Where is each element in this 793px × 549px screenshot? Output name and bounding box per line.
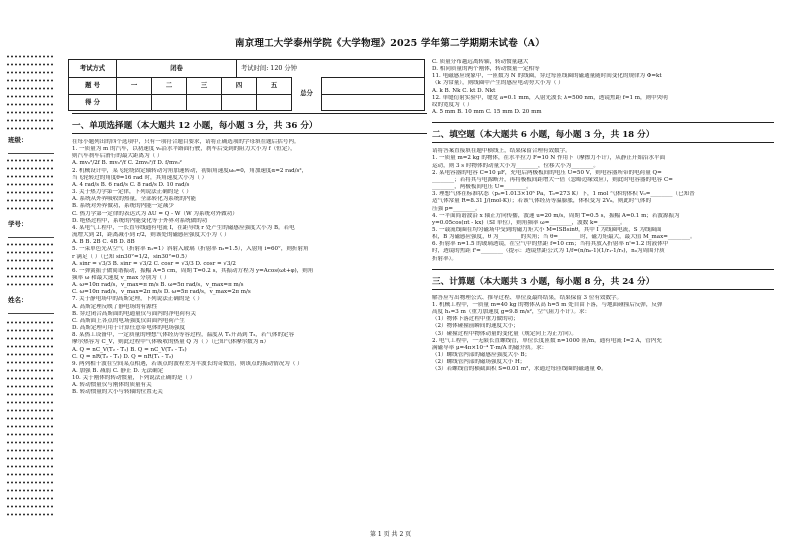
section-divider bbox=[432, 142, 774, 145]
text-line: A. k B. Nk C. kt D. Nkt bbox=[432, 87, 496, 94]
text-line: y=0.05cos(πt - kx)（SI 单位），则角频率 ω=________，波数 k=________。 bbox=[432, 219, 626, 226]
col-3: 三 bbox=[187, 77, 222, 94]
dot-row bbox=[6, 321, 54, 324]
dot-row bbox=[6, 377, 54, 380]
dot-row bbox=[6, 111, 54, 114]
name-label: 姓名： bbox=[8, 296, 28, 304]
text-line: 满磁导率 μ=4π×10⁻⁴ T·m/A 的磁介质。求： bbox=[432, 344, 548, 351]
section-divider bbox=[72, 113, 427, 116]
class-line bbox=[8, 153, 54, 154]
text-line: 5. 一束单色光从空气（折射率 n₁=1）斜射入玻璃（折射率 n₂=1.5），入射角 i=60°，则折射角 bbox=[72, 246, 309, 253]
dot-row bbox=[6, 199, 54, 202]
dot-row bbox=[6, 283, 54, 286]
text-line: A. ω=10π rad/s，v_max=π m/s B. ω=5π rad/s，v_max=π m/s bbox=[72, 282, 244, 289]
dot-row bbox=[6, 481, 54, 484]
score-cell[interactable] bbox=[152, 94, 187, 111]
question-number-row bbox=[69, 77, 424, 95]
total-label: 总分 bbox=[292, 77, 322, 111]
right-column bbox=[432, 59, 774, 373]
student-id-label: 学号： bbox=[8, 220, 28, 228]
text-line: 在每小题列出的四个选项中，只有一项符合题目要求，请将正确选项的字母填在题后括号内。 bbox=[72, 139, 300, 145]
text-line: A. 4 rad/s B. 6 rad/s C. 8 rad/s D. 10 rad/s bbox=[72, 181, 190, 188]
text-line: 运动，则 3 s 时物体的动量大小为________，位移大小为________。 bbox=[432, 162, 599, 169]
dot-row bbox=[6, 473, 54, 476]
text-line: C. 热力学第一定律的表达式为 ΔU = Q - W（W 为系统对外做功） bbox=[72, 210, 238, 217]
section-2-body bbox=[432, 148, 774, 263]
text-line: 1. 一质量 m=2 kg 的物体，在水平拉力 F=10 N 作用下（摩擦力不计），从静止开始沿水平面 bbox=[432, 155, 666, 162]
score-cell[interactable] bbox=[222, 94, 257, 111]
text-line: 3. 理想气体在标准状态（p₀=1.013×10⁵ Pa，T₀=273 K）下，1 mol 气体的体积 V₀=________（已知普 bbox=[432, 191, 695, 198]
text-line: 11. 电磁感应现象中，一匝数为 N 的线圈，穿过每匝线圈的磁通量随时间变化的规律为 Φ=kt bbox=[432, 73, 662, 80]
dot-row bbox=[6, 63, 54, 66]
text-line: 10. 关于刚体的转动惯量，下列说法正确的是（ ） bbox=[72, 375, 196, 382]
exam-mode-label: 考试方式 bbox=[69, 60, 117, 77]
text-line: A. 5 mm B. 10 mm C. 15 mm D. 20 mm bbox=[432, 109, 542, 116]
dot-row bbox=[6, 505, 54, 508]
dot-row bbox=[6, 369, 54, 372]
text-line: B. 系统对外界做功，系统的内能一定减少 bbox=[72, 203, 174, 210]
text-line: 2. 机械设计中，某飞轮绕固定轴转动匀角加速转动，初始角速度ω₀=0，角加速度α=2 rad/s²， bbox=[72, 167, 308, 174]
dot-row bbox=[6, 127, 54, 130]
text-line: 2. 电气工程中，一无限长直螺线管，单位长度匝数 n=1000 匝/m，通有电流 I=2 A，管内充 bbox=[432, 337, 662, 344]
text-line: 流增大到 2I，距离减小到 r/2，则该处的磁感应强度大小为（ ） bbox=[72, 232, 230, 239]
text-line: （1）螺线管内部的磁感应强度大小 B； bbox=[432, 352, 531, 358]
section-2-title: 二、填空题（本大题共 6 小题，每小题 3 分，共 18 分） bbox=[432, 130, 655, 141]
text-line: 摩尔热容为 C_V，则此过程中气体吸收的热量 Q 为（ ）（已知气体摩尔数为 n） bbox=[72, 339, 270, 346]
dot-row bbox=[6, 159, 54, 162]
text-line: C. 高斯面上各点的电场强度仅由面内电荷产生 bbox=[72, 317, 185, 324]
section-divider bbox=[432, 122, 774, 125]
text-line: A. Q = nC_V(T₂ - T₁) B. Q = nC_V(T₁ - T₂) bbox=[72, 346, 187, 353]
section-divider bbox=[432, 289, 774, 292]
dot-row bbox=[6, 441, 54, 444]
exam-time: 考试时间: 120 分钟 bbox=[241, 65, 297, 72]
dot-row bbox=[6, 167, 54, 170]
right-top-body bbox=[432, 59, 774, 116]
text-line: r 满足（ ）（已知 sin30°=1/2，sin30°=0.5） bbox=[72, 253, 191, 260]
text-line: （3）碰撞过程中物体动量的变化量（规定向上为正方向）。 bbox=[432, 330, 577, 337]
col-5: 五 bbox=[257, 77, 292, 94]
section-divider bbox=[432, 269, 774, 272]
text-line: A. 转动惯量仅与刚体的质量有关 bbox=[72, 382, 152, 389]
text-line: 5. 一载流线圈在均匀磁场中受到的磁力矩大小 M=ISBsinθ，其中 I 为线圈电流，S 为线圈面 bbox=[432, 226, 662, 233]
text-line: 6. 一弹簧振子做简谐振动，振幅 A=5 cm，周期 T=0.2 s，其振动方程为 y=Acos(ωt+φ)，则角 bbox=[72, 267, 314, 274]
text-line: 积，B 为磁感应强度，θ 为________的夹角；当 θ=________时，磁力矩最大，最大值 M_max=________。 bbox=[432, 234, 696, 241]
text-line: 2. 某电容器的电容 C=10 μF，充电后两极板间的电压 U=50 V，则电容器所带的电荷量 Q= bbox=[432, 169, 662, 176]
dot-row bbox=[6, 345, 54, 348]
text-line: 高度 h₁=3 m（重力加速度 g=9.8 m/s²，空气阻力不计）。求： bbox=[432, 309, 591, 316]
text-line: 时，透镜的焦距 f'=________（提示：透镜焦距公式为 1/f=(n/n₀-1)(1/r₁-1/r₂)，n₀为周围介质 bbox=[432, 248, 665, 255]
text-line: A. sinr = √3/3 B. sinr = √3/2 C. cosr = √3/3 D. cosr = √3/2 bbox=[72, 260, 236, 267]
text-line: 1. 一质量为 m 的汽车，以初速度 v₀沿水平路面行驶，刹车后受到的阻力大小为 f（恒定）， bbox=[72, 146, 296, 153]
exam-mode-value: 闭卷 bbox=[117, 60, 237, 77]
dot-row bbox=[6, 259, 54, 262]
dot-row bbox=[6, 79, 54, 82]
text-line: 解答应写出物理公式、推导过程、单位及最终结果，结果保留 3 位有效数字。 bbox=[432, 294, 623, 301]
text-line: （k 为常量），则线圈中产生的感应电动势大小为（ ） bbox=[432, 80, 564, 87]
text-line: D. 绝热过程中，系统的内能变化等于外界对系统做的功 bbox=[72, 217, 208, 224]
dot-row bbox=[6, 385, 54, 388]
text-line: 7. 关于静电场中的高斯定理，下列说法正确的是（ ） bbox=[72, 296, 203, 303]
text-line: 8. 某热工设备中，一定质量的理想气体经历等容过程，温度从 T₁升高到 T₂，若气体的定容 bbox=[72, 332, 295, 339]
text-line: C. ω=10π rad/s，v_max=2π m/s D. ω=5π rad/s，v_max=2π m/s bbox=[72, 289, 251, 296]
dot-row bbox=[6, 71, 54, 74]
text-line: 9. 两列相干波在空间某点相遇，若该点的波程差为半波长的奇数倍，则该点的振动情况为（ ） bbox=[72, 360, 303, 367]
dot-row bbox=[6, 87, 54, 90]
dot-row bbox=[6, 513, 54, 516]
dot-row bbox=[6, 251, 54, 254]
text-line: （2）物体碰撞前瞬间的速度大小； bbox=[432, 323, 519, 330]
exam-title: 南京理工大学泰州学院《大学物理》2025 学年第二学期期末试卷（A） bbox=[235, 38, 545, 49]
score-cell[interactable] bbox=[257, 94, 292, 111]
text-line: （3）若螺线管的横截面积 S=0.01 m²，求通过每匝线圈的磁通量 Φ。 bbox=[432, 366, 607, 373]
dot-row bbox=[6, 119, 54, 122]
text-line: 4. 一平面简谐波沿 x 轴正方向传播，波速 u=20 m/s，周期 T=0.5 s，振幅 A=0.1 m；若波源振为 bbox=[432, 212, 680, 219]
dot-row bbox=[6, 465, 54, 468]
text-line: C. Q = nR(T₂ - T₁) D. Q = nR(T₁ - T₂) bbox=[72, 353, 174, 360]
section-divider bbox=[72, 133, 427, 136]
dot-row bbox=[6, 103, 54, 106]
score-cell[interactable] bbox=[187, 94, 222, 111]
text-line: ________，两极板间电压 U=________。 bbox=[432, 184, 532, 191]
student-id-line bbox=[8, 237, 54, 238]
col-2: 二 bbox=[152, 77, 187, 94]
text-line: B. 穿过闭合高斯面的电通量仅与面内的净电荷有关 bbox=[72, 310, 197, 317]
dot-row bbox=[6, 175, 54, 178]
page-footer: 第 1 页 共 2 页 bbox=[370, 531, 412, 538]
score-table bbox=[68, 59, 425, 111]
text-line: 频率 ω 和最大速度 v_max 分别为（ ） bbox=[72, 274, 170, 281]
section-3-title: 三、计算题（本大题共 3 小题，每小题 8 分，共 24 分） bbox=[432, 276, 655, 287]
text-line: ________；若将其与电源断开，再将极板间距增大一倍（忽略边缘效应），则此时电容器的电容 C= bbox=[432, 176, 673, 183]
dot-row bbox=[6, 275, 54, 278]
dot-row bbox=[6, 243, 54, 246]
dot-row bbox=[6, 489, 54, 492]
text-line: 纹的宽度为（ ） bbox=[432, 101, 473, 108]
score-cell[interactable] bbox=[117, 94, 152, 111]
text-line: A. B B. 2B C. 4B D. 8B bbox=[72, 239, 135, 246]
dot-row bbox=[6, 183, 54, 186]
text-line: A. mv₀²/2f B. mv₀²/f C. 2mv₀²/f D. f/mv₀² bbox=[72, 160, 182, 167]
text-line: 4. 某电气工程中，一长直导线通有电流 I，在距导线 r 处产生的磁感应强度大小为 B。若电 bbox=[72, 224, 295, 231]
dot-row bbox=[6, 433, 54, 436]
name-line bbox=[8, 313, 54, 314]
dot-row bbox=[6, 425, 54, 428]
text-line: 则汽车刹车后滑行的最大距离为（ ） bbox=[72, 153, 163, 160]
text-line: 1. 机械工程中，一质量 m=40 kg 的物体从高 h=5 m 处自由下落，与地面碰撞后反弹，反弹 bbox=[432, 301, 663, 308]
dot-row bbox=[6, 449, 54, 452]
class-label: 班级： bbox=[8, 136, 28, 144]
score-label: 得 分 bbox=[69, 94, 117, 111]
col-4: 四 bbox=[222, 77, 257, 94]
question-label: 题 号 bbox=[69, 77, 117, 94]
dot-row bbox=[6, 95, 54, 98]
text-line: 12. 单缝衍射实验中，缝宽 a=0.1 mm，入射光波长 λ=500 nm，透镜焦距 f=1 m，则中央明 bbox=[432, 94, 668, 101]
dot-row bbox=[6, 417, 54, 420]
col-1: 一 bbox=[117, 77, 152, 94]
dot-row bbox=[6, 55, 54, 58]
dot-row bbox=[6, 329, 54, 332]
binding-margin bbox=[6, 55, 56, 517]
text-line: A. 高斯定理反映了静电场的有源性 bbox=[72, 303, 158, 310]
left-column bbox=[72, 111, 427, 397]
dot-row bbox=[6, 337, 54, 340]
text-line: （1）物体下落过程中重力做的功； bbox=[432, 316, 519, 323]
dot-row bbox=[6, 361, 54, 364]
text-line: （2）螺线管内部的磁场强度大小 H； bbox=[432, 359, 526, 366]
section-3-body bbox=[432, 295, 774, 374]
section-1-body bbox=[72, 139, 427, 397]
text-line: B. 转动惯量的大小与转轴的位置无关 bbox=[72, 389, 163, 396]
dot-row bbox=[6, 191, 54, 194]
score-row bbox=[69, 94, 424, 111]
dot-row bbox=[6, 409, 54, 412]
text-line: D. 高斯定理可用于计算任意带电体的电场强度 bbox=[72, 325, 186, 332]
text-line: 请将答案直接填在题中横线上，结果保留合理有效数字。 bbox=[432, 148, 571, 155]
text-line: 3. 关于热力学第一定律，下列说法正确的是（ ） bbox=[72, 189, 192, 196]
exam-info-row bbox=[69, 60, 424, 78]
dot-row bbox=[6, 267, 54, 270]
text-line: A. 系统从外界吸收的热量，全部转化为系统的内能 bbox=[72, 196, 197, 203]
dot-row bbox=[6, 497, 54, 500]
text-line: 压强 p=________。 bbox=[432, 205, 481, 212]
text-line: A. 加强 B. 减弱 C. 静止 D. 无法确定 bbox=[72, 368, 164, 374]
section-1-title: 一、单项选择题（本大题共 12 小题，每小题 3 分，共 36 分） bbox=[72, 121, 318, 131]
dot-row bbox=[6, 401, 54, 404]
text-line: 折射率）。 bbox=[432, 255, 457, 262]
text-line: C. 质量分布越远离转轴，转动惯量越大 bbox=[432, 59, 529, 65]
dot-row bbox=[6, 457, 54, 460]
text-line: 6. 折射率 n=1.5 的玻璃透镜，在空气中的焦距 f=10 cm；当将其放入折射率 n'=1.2 的液体中 bbox=[432, 241, 669, 248]
text-line: 当飞轮转过的角度θ=16 rad 时，其角速度大小为（ ） bbox=[72, 174, 208, 181]
text-line: D. 相同质量的两个刚体，转动惯量一定相等 bbox=[432, 66, 540, 73]
dot-row bbox=[6, 207, 54, 210]
dot-row bbox=[6, 353, 54, 356]
dot-row bbox=[6, 393, 54, 396]
text-line: 适气体常量 R=8.31 J/(mol·K)）；若该气体经历等温膨胀，体积变为 2V₀，则此时气体的 bbox=[432, 198, 652, 205]
